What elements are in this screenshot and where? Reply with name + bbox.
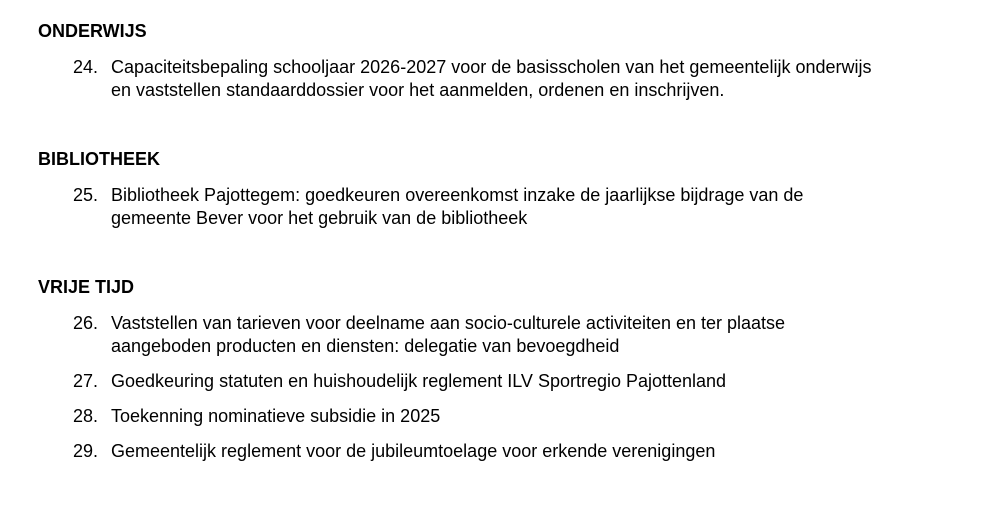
agenda-item-list: [38, 184, 968, 229]
agenda-item-29: [38, 440, 968, 463]
agenda-item-list: [38, 56, 968, 101]
item-text-line: Toekenning nominatieve subsidie in 2025: [111, 405, 441, 426]
agenda-item-24: [38, 56, 968, 101]
agenda-item-28: [38, 405, 968, 428]
section-onderwijs: [38, 20, 968, 114]
item-number: 26.: [73, 313, 99, 333]
section-heading: VRIJE TIJD: [38, 277, 135, 297]
agenda-item-list: [38, 312, 968, 462]
item-text-line: Gemeentelijk reglement voor de jubileumtoelage voor erkende verenigingen: [111, 440, 716, 461]
item-text-line: Bibliotheek Pajottegem: goedkeuren overeenkomst inzake de jaarlijkse bijdrage van de: [111, 185, 804, 205]
section-vrije-tijd: [38, 276, 968, 475]
agenda-item-27: [38, 370, 968, 393]
item-text-line: en vaststellen standaarddossier voor het aanmelden, ordenen en inschrijven.: [111, 79, 725, 100]
item-text-line: Vaststellen van tarieven voor deelname aan socio-culturele activiteiten en ter plaatse: [111, 313, 786, 333]
section-bibliotheek: [38, 148, 968, 242]
section-heading: ONDERWIJS: [38, 21, 147, 41]
agenda-item-26: [38, 312, 968, 357]
item-text-line: Capaciteitsbepaling schooljaar 2026-2027 voor de basisscholen van het gemeentelijk onderwijs: [111, 57, 872, 77]
item-number: 27.: [73, 370, 99, 391]
agenda-item-25: [38, 184, 968, 229]
item-text-line: gemeente Bever voor het gebruik van de bibliotheek: [111, 207, 528, 228]
item-text-line: aangeboden producten en diensten: delegatie van bevoegdheid: [111, 335, 620, 356]
item-number: 24.: [73, 57, 99, 77]
item-number: 29.: [73, 440, 99, 461]
item-number: 25.: [73, 185, 99, 205]
item-text-line: Goedkeuring statuten en huishoudelijk reglement ILV Sportregio Pajottenland: [111, 370, 727, 391]
section-heading: BIBLIOTHEEK: [38, 149, 161, 169]
item-number: 28.: [73, 405, 99, 426]
